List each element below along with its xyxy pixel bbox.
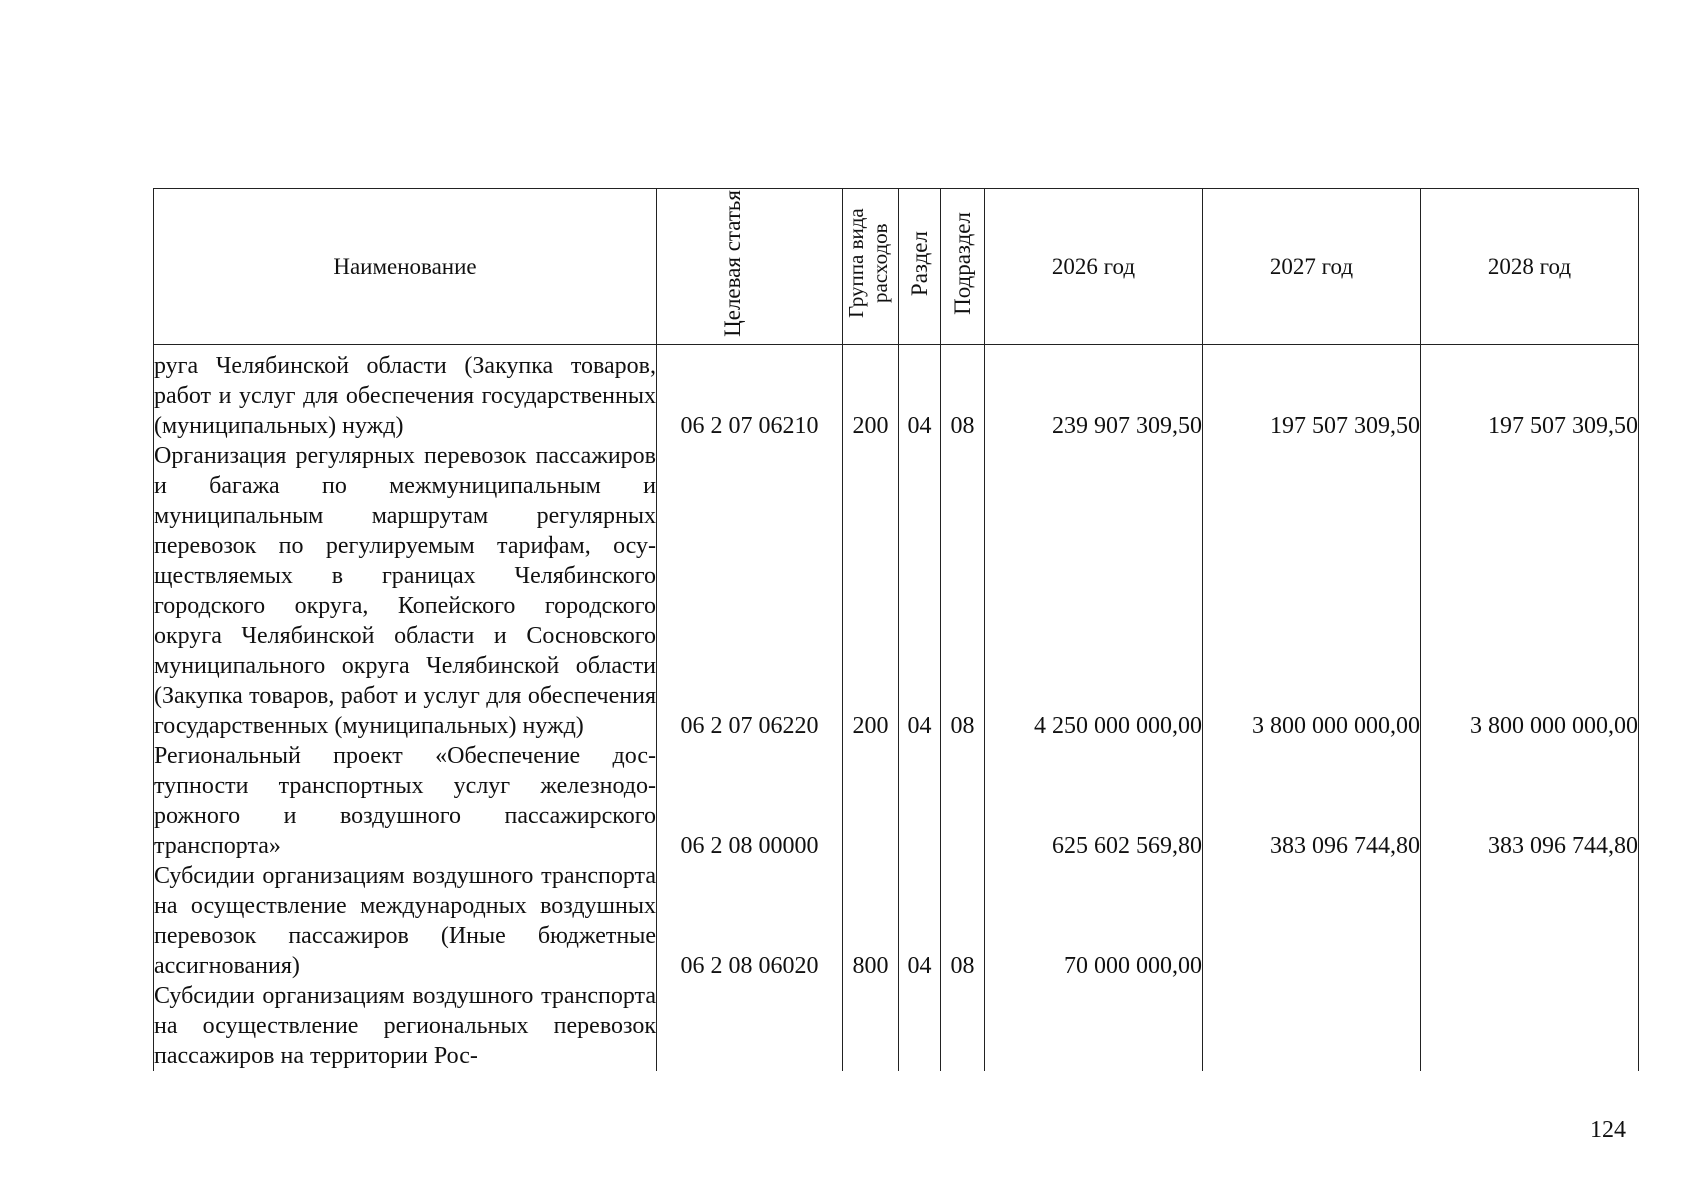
row-name: Субсидии организациям воздушного транспорта на осуществление международных воздушных перевозок пассажиров (Иные бюджетные ассигнования) (154, 863, 656, 979)
row-2028 (1421, 981, 1639, 1071)
table-row (154, 741, 1639, 861)
header-subsection-label: Подраздел (949, 212, 975, 315)
header-row (154, 189, 1639, 345)
row-2028: 197 507 309,50 (1421, 345, 1639, 442)
row-2028: 383 096 744,80 (1421, 741, 1639, 861)
row-subsection: 08 (941, 345, 985, 442)
row-target-article (657, 981, 843, 1071)
row-target-article: 06 2 07 06220 (657, 441, 843, 741)
table-row (154, 345, 1639, 442)
row-2026 (985, 981, 1203, 1071)
header-2028: 2028 год (1421, 189, 1639, 345)
header-expense-group-label: Группа вида расходов (843, 208, 892, 319)
row-name: Организация регулярных перевозок пассажиров и багажа по межмуниципальным и муниципальным маршрутам регулярных перевозок по регулируемым тарифам, осуществляемых в границах Челябинского городского округа, Копейского городского округа Челябинской области и Сосновского муниципального округа Челябинской области (Закупка товаров, работ и услуг для обеспечения государственных (муниципальных) нужд) (154, 443, 656, 739)
header-2027: 2027 год (1203, 189, 1421, 345)
row-subsection: 08 (941, 861, 985, 981)
row-target-article: 06 2 08 00000 (657, 741, 843, 861)
row-2027: 383 096 744,80 (1203, 741, 1421, 861)
row-2027 (1203, 861, 1421, 981)
row-subsection: 08 (941, 441, 985, 741)
header-section-label: Раздел (906, 230, 932, 297)
row-2027: 197 507 309,50 (1203, 345, 1421, 442)
row-2026: 625 602 569,80 (985, 741, 1203, 861)
row-name: Региональный проект «Обеспечение доступности транспортных услуг железнодорожного и воздушного пассажирского транспорта» (154, 743, 656, 859)
row-subsection (941, 981, 985, 1071)
row-section: 04 (899, 345, 941, 442)
row-name: руга Челябинской области (Закупка товаров, работ и услуг для обеспечения государственных (муниципальных) нужд) (154, 345, 657, 442)
page-number: 124 (1590, 1117, 1626, 1143)
row-expense-group: 800 (843, 861, 899, 981)
row-section: 04 (899, 441, 941, 741)
table-row (154, 441, 1639, 741)
header-name: Наименование (154, 189, 657, 345)
row-2028 (1421, 861, 1639, 981)
table-row (154, 861, 1639, 981)
row-section (899, 741, 941, 861)
table-row (154, 981, 1639, 1071)
row-section (899, 981, 941, 1071)
row-expense-group: 200 (843, 345, 899, 442)
row-2028: 3 800 000 000,00 (1421, 441, 1639, 741)
header-2026: 2026 год (985, 189, 1203, 345)
header-target-article-label: Целевая статья (719, 190, 745, 337)
header-target-article (657, 189, 843, 345)
row-expense-group (843, 741, 899, 861)
row-2026: 70 000 000,00 (985, 861, 1203, 981)
row-2026: 239 907 309,50 (985, 345, 1203, 442)
row-subsection (941, 741, 985, 861)
header-expense-group (843, 189, 899, 345)
row-2026: 4 250 000 000,00 (985, 441, 1203, 741)
row-target-article: 06 2 08 06020 (657, 861, 843, 981)
row-section: 04 (899, 861, 941, 981)
header-subsection (941, 189, 985, 345)
row-expense-group: 200 (843, 441, 899, 741)
header-section (899, 189, 941, 345)
row-expense-group (843, 981, 899, 1071)
row-target-article: 06 2 07 06210 (657, 345, 843, 442)
row-name: Субсидии организациям воздушного транспорта на осуществление региональных перевозок пассажиров на территории Рос- (154, 983, 656, 1069)
budget-table (153, 188, 1639, 1071)
row-2027 (1203, 981, 1421, 1071)
row-2027: 3 800 000 000,00 (1203, 441, 1421, 741)
